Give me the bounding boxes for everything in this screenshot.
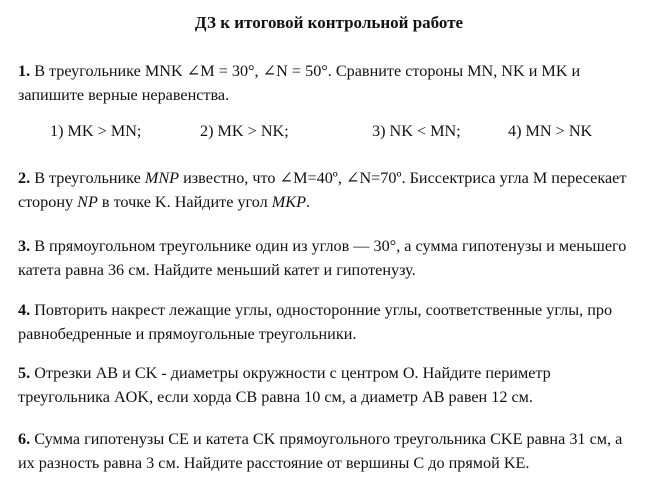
task-6 xyxy=(18,428,643,475)
answer-option: 3) NK < MN; xyxy=(372,122,461,140)
task-text: Повторить накрест лежащие углы, односторонние углы, соответственные углы, про равнобедренные и прямоугольные треугольники. xyxy=(18,301,613,343)
answer-option: 4) MN > NK xyxy=(508,122,593,140)
task-number: 6. xyxy=(18,430,31,448)
task-4 xyxy=(18,299,643,346)
task-number: 3. xyxy=(18,237,31,255)
angle-name: MKP xyxy=(271,192,306,211)
task-text-part: В треугольнике xyxy=(30,169,145,187)
task-number: 1. xyxy=(18,62,31,80)
task-3 xyxy=(18,235,643,282)
task-text-part: . xyxy=(305,192,311,211)
task-number: 2. xyxy=(18,169,31,187)
task-text: Сумма гипотенузы CE и катета CK прямоугольного треугольника CKE равна 31 см, а их разность равна 3 см. Найдите расстояние от вершины C до прямой KE. xyxy=(18,430,623,472)
answer-options xyxy=(0,122,658,146)
task-text-part: известно, что ∠M=40º, ∠N=70º. Биссектриса угла M пересекает сторону xyxy=(18,169,627,211)
task-2 xyxy=(18,167,643,214)
triangle-name: MNP xyxy=(144,169,180,187)
task-1 xyxy=(18,60,643,107)
page-title: ДЗ к итоговой контрольной работе xyxy=(194,13,464,32)
task-number: 5. xyxy=(18,364,31,382)
task-text: Отрезки AB и CK - диаметры окружности с центром O. Найдите периметр треугольника AOK, если хорда CB равна 10 см, а диаметр AB равен 12 см. xyxy=(18,364,551,406)
side-name: NP xyxy=(77,192,98,211)
answer-option: 2) MK > NK; xyxy=(200,122,289,140)
task-number: 4. xyxy=(18,301,31,319)
answer-option: 1) MK > MN; xyxy=(50,122,142,140)
task-text-part: в точке K. Найдите угол xyxy=(97,192,272,211)
task-text: В прямоугольном треугольнике один из углов — 30°, а сумма гипотенузы и меньшего катета равна 36 см. Найдите меньший катет и гипотенузу. xyxy=(18,237,627,279)
task-text: В треугольнике MNK ∠M = 30°, ∠N = 50°. Сравните стороны MN, NK и MK и запишите верные неравенства. xyxy=(18,62,581,104)
task-5 xyxy=(18,362,643,409)
